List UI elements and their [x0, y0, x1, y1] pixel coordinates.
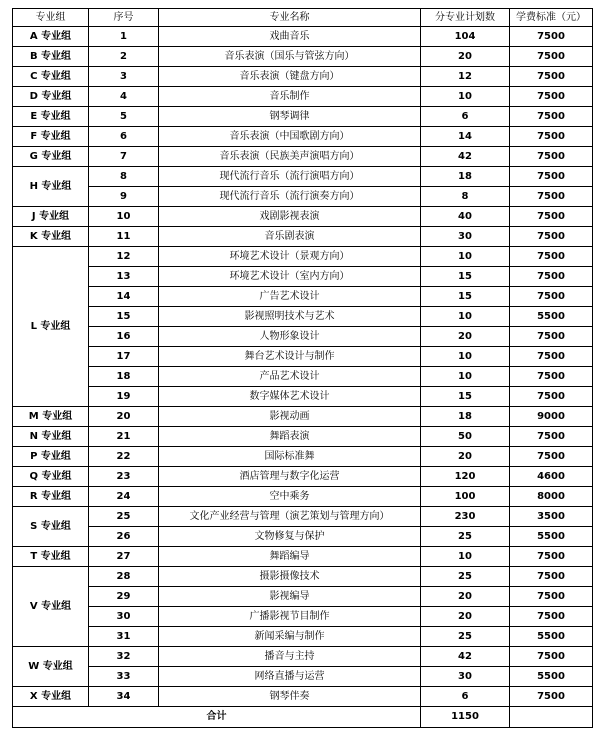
group-label: B 专业组	[13, 47, 89, 67]
header-row	[13, 9, 593, 27]
table-row	[13, 547, 593, 567]
fee-cell: 7500	[510, 187, 593, 207]
quota-cell: 42	[421, 647, 510, 667]
table-row	[13, 67, 593, 87]
quota-cell: 15	[421, 387, 510, 407]
table-row	[13, 207, 593, 227]
group-label: K 专业组	[13, 227, 89, 247]
seq-cell: 8	[89, 167, 159, 187]
seq-cell: 11	[89, 227, 159, 247]
major-name-cell: 音乐制作	[159, 87, 421, 107]
header-name: 专业名称	[159, 9, 421, 27]
major-name-cell: 音乐表演（键盘方向）	[159, 67, 421, 87]
quota-cell: 12	[421, 67, 510, 87]
table-row	[13, 347, 593, 367]
group-label: Q 专业组	[13, 467, 89, 487]
group-label: H 专业组	[13, 167, 89, 207]
seq-cell: 7	[89, 147, 159, 167]
quota-cell: 6	[421, 687, 510, 707]
group-label: X 专业组	[13, 687, 89, 707]
major-name-cell: 音乐剧表演	[159, 227, 421, 247]
quota-cell: 14	[421, 127, 510, 147]
table-row	[13, 367, 593, 387]
seq-cell: 27	[89, 547, 159, 567]
group-label: D 专业组	[13, 87, 89, 107]
group-label: C 专业组	[13, 67, 89, 87]
major-name-cell: 钢琴伴奏	[159, 687, 421, 707]
fee-cell: 7500	[510, 567, 593, 587]
header-fee: 学费标准（元）	[510, 9, 593, 27]
seq-cell: 2	[89, 47, 159, 67]
seq-cell: 3	[89, 67, 159, 87]
table-row	[13, 247, 593, 267]
fee-cell: 7500	[510, 447, 593, 467]
fee-cell: 5500	[510, 307, 593, 327]
table-row	[13, 627, 593, 647]
table-row	[13, 467, 593, 487]
total-row	[13, 707, 593, 728]
table-row	[13, 687, 593, 707]
table-row	[13, 567, 593, 587]
fee-cell: 7500	[510, 547, 593, 567]
quota-cell: 104	[421, 27, 510, 47]
fee-cell: 7500	[510, 427, 593, 447]
fee-cell: 7500	[510, 47, 593, 67]
seq-cell: 23	[89, 467, 159, 487]
group-label: P 专业组	[13, 447, 89, 467]
quota-cell: 100	[421, 487, 510, 507]
fee-cell: 7500	[510, 607, 593, 627]
fee-cell: 7500	[510, 267, 593, 287]
table-row	[13, 267, 593, 287]
table-row	[13, 607, 593, 627]
major-name-cell: 文物修复与保护	[159, 527, 421, 547]
group-label: N 专业组	[13, 427, 89, 447]
header-seq: 序号	[89, 9, 159, 27]
table-row	[13, 307, 593, 327]
table-row	[13, 587, 593, 607]
group-label: T 专业组	[13, 547, 89, 567]
major-name-cell: 钢琴调律	[159, 107, 421, 127]
enrollment-plan-table	[12, 8, 593, 728]
table-body	[13, 27, 593, 707]
group-label: S 专业组	[13, 507, 89, 547]
quota-cell: 15	[421, 287, 510, 307]
major-name-cell: 戏剧影视表演	[159, 207, 421, 227]
quota-cell: 10	[421, 247, 510, 267]
quota-cell: 18	[421, 167, 510, 187]
fee-cell: 8000	[510, 487, 593, 507]
seq-cell: 33	[89, 667, 159, 687]
quota-cell: 30	[421, 227, 510, 247]
quota-cell: 10	[421, 547, 510, 567]
fee-cell: 7500	[510, 167, 593, 187]
table-row	[13, 327, 593, 347]
seq-cell: 22	[89, 447, 159, 467]
quota-cell: 10	[421, 307, 510, 327]
seq-cell: 13	[89, 267, 159, 287]
quota-cell: 120	[421, 467, 510, 487]
seq-cell: 10	[89, 207, 159, 227]
table-row	[13, 47, 593, 67]
quota-cell: 40	[421, 207, 510, 227]
table-row	[13, 147, 593, 167]
fee-cell: 7500	[510, 687, 593, 707]
fee-cell: 7500	[510, 387, 593, 407]
fee-cell: 7500	[510, 207, 593, 227]
fee-cell: 5500	[510, 527, 593, 547]
fee-cell: 9000	[510, 407, 593, 427]
major-name-cell: 舞蹈编导	[159, 547, 421, 567]
quota-cell: 20	[421, 47, 510, 67]
fee-cell: 7500	[510, 27, 593, 47]
group-label: G 专业组	[13, 147, 89, 167]
table-row	[13, 27, 593, 47]
quota-cell: 30	[421, 667, 510, 687]
table-row	[13, 107, 593, 127]
table-row	[13, 87, 593, 107]
table-row	[13, 527, 593, 547]
group-label: M 专业组	[13, 407, 89, 427]
major-name-cell: 音乐表演（民族美声演唱方向）	[159, 147, 421, 167]
fee-cell: 7500	[510, 247, 593, 267]
fee-cell: 7500	[510, 127, 593, 147]
table-row	[13, 127, 593, 147]
quota-cell: 20	[421, 327, 510, 347]
seq-cell: 29	[89, 587, 159, 607]
major-name-cell: 环境艺术设计（室内方向）	[159, 267, 421, 287]
group-label: L 专业组	[13, 247, 89, 407]
group-label: E 专业组	[13, 107, 89, 127]
major-name-cell: 空中乘务	[159, 487, 421, 507]
major-name-cell: 环境艺术设计（景观方向）	[159, 247, 421, 267]
seq-cell: 9	[89, 187, 159, 207]
seq-cell: 15	[89, 307, 159, 327]
group-label: R 专业组	[13, 487, 89, 507]
fee-cell: 5500	[510, 627, 593, 647]
group-label: V 专业组	[13, 567, 89, 647]
quota-cell: 18	[421, 407, 510, 427]
fee-cell: 7500	[510, 587, 593, 607]
quota-cell: 8	[421, 187, 510, 207]
header-group: 专业组	[13, 9, 89, 27]
major-name-cell: 广播影视节目制作	[159, 607, 421, 627]
seq-cell: 12	[89, 247, 159, 267]
seq-cell: 25	[89, 507, 159, 527]
major-name-cell: 摄影摄像技术	[159, 567, 421, 587]
seq-cell: 30	[89, 607, 159, 627]
major-name-cell: 影视照明技术与艺术	[159, 307, 421, 327]
table-row	[13, 667, 593, 687]
major-name-cell: 数字媒体艺术设计	[159, 387, 421, 407]
group-label: F 专业组	[13, 127, 89, 147]
quota-cell: 6	[421, 107, 510, 127]
major-name-cell: 戏曲音乐	[159, 27, 421, 47]
seq-cell: 26	[89, 527, 159, 547]
quota-cell: 10	[421, 347, 510, 367]
table-row	[13, 447, 593, 467]
group-label: J 专业组	[13, 207, 89, 227]
major-name-cell: 产品艺术设计	[159, 367, 421, 387]
quota-cell: 50	[421, 427, 510, 447]
fee-cell: 7500	[510, 147, 593, 167]
major-name-cell: 音乐表演（中国歌剧方向）	[159, 127, 421, 147]
table-row	[13, 647, 593, 667]
seq-cell: 19	[89, 387, 159, 407]
quota-cell: 25	[421, 627, 510, 647]
seq-cell: 1	[89, 27, 159, 47]
fee-cell: 4600	[510, 467, 593, 487]
major-name-cell: 现代流行音乐（流行演唱方向）	[159, 167, 421, 187]
seq-cell: 34	[89, 687, 159, 707]
fee-cell: 7500	[510, 107, 593, 127]
total-quota: 1150	[421, 707, 510, 728]
major-name-cell: 文化产业经营与管理（演艺策划与管理方向）	[159, 507, 421, 527]
quota-cell: 10	[421, 87, 510, 107]
quota-cell: 20	[421, 447, 510, 467]
major-name-cell: 广告艺术设计	[159, 287, 421, 307]
table-row	[13, 167, 593, 187]
major-name-cell: 影视编导	[159, 587, 421, 607]
table-row	[13, 227, 593, 247]
seq-cell: 31	[89, 627, 159, 647]
seq-cell: 4	[89, 87, 159, 107]
fee-cell: 7500	[510, 67, 593, 87]
quota-cell: 20	[421, 607, 510, 627]
major-name-cell: 影视动画	[159, 407, 421, 427]
major-name-cell: 新闻采编与制作	[159, 627, 421, 647]
table-row	[13, 287, 593, 307]
seq-cell: 16	[89, 327, 159, 347]
fee-cell: 7500	[510, 327, 593, 347]
table-row	[13, 487, 593, 507]
seq-cell: 14	[89, 287, 159, 307]
seq-cell: 21	[89, 427, 159, 447]
quota-cell: 230	[421, 507, 510, 527]
seq-cell: 18	[89, 367, 159, 387]
major-name-cell: 国际标准舞	[159, 447, 421, 467]
group-label: W 专业组	[13, 647, 89, 687]
fee-cell: 7500	[510, 87, 593, 107]
total-fee-empty	[510, 707, 593, 728]
fee-cell: 7500	[510, 227, 593, 247]
fee-cell: 7500	[510, 347, 593, 367]
seq-cell: 17	[89, 347, 159, 367]
quota-cell: 42	[421, 147, 510, 167]
total-label: 合计	[13, 707, 421, 728]
seq-cell: 20	[89, 407, 159, 427]
table-row	[13, 407, 593, 427]
quota-cell: 25	[421, 527, 510, 547]
fee-cell: 5500	[510, 667, 593, 687]
quota-cell: 15	[421, 267, 510, 287]
group-label: A 专业组	[13, 27, 89, 47]
seq-cell: 28	[89, 567, 159, 587]
major-name-cell: 舞台艺术设计与制作	[159, 347, 421, 367]
major-name-cell: 现代流行音乐（流行演奏方向）	[159, 187, 421, 207]
seq-cell: 6	[89, 127, 159, 147]
header-quota: 分专业计划数	[421, 9, 510, 27]
major-name-cell: 播音与主持	[159, 647, 421, 667]
seq-cell: 5	[89, 107, 159, 127]
fee-cell: 7500	[510, 367, 593, 387]
seq-cell: 32	[89, 647, 159, 667]
table-row	[13, 187, 593, 207]
fee-cell: 3500	[510, 507, 593, 527]
table-row	[13, 387, 593, 407]
major-name-cell: 音乐表演（国乐与管弦方向）	[159, 47, 421, 67]
fee-cell: 7500	[510, 287, 593, 307]
fee-cell: 7500	[510, 647, 593, 667]
quota-cell: 10	[421, 367, 510, 387]
major-name-cell: 人物形象设计	[159, 327, 421, 347]
seq-cell: 24	[89, 487, 159, 507]
quota-cell: 25	[421, 567, 510, 587]
major-name-cell: 酒店管理与数字化运营	[159, 467, 421, 487]
table-row	[13, 427, 593, 447]
table-row	[13, 507, 593, 527]
quota-cell: 20	[421, 587, 510, 607]
major-name-cell: 舞蹈表演	[159, 427, 421, 447]
major-name-cell: 网络直播与运营	[159, 667, 421, 687]
